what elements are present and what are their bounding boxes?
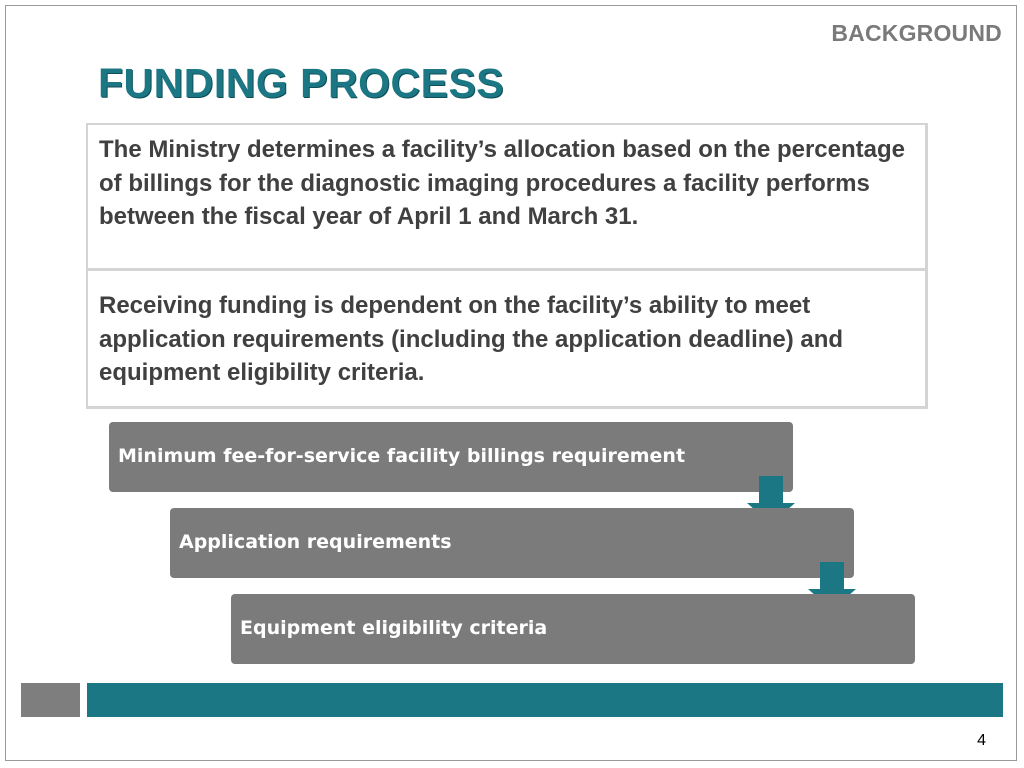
slide-title: FUNDING PROCESS xyxy=(98,60,505,106)
process-step-label: Minimum fee-for-service facility billings requirement xyxy=(118,445,686,467)
text-row-eligibility: Receiving funding is dependent on the facility’s ability to meet application requirements (including the application deadline) and equipment eligibility criteria. xyxy=(99,292,844,386)
process-step-application xyxy=(170,508,854,578)
process-step-label: Equipment eligibility criteria xyxy=(240,617,548,639)
page-number: 4 xyxy=(977,732,986,749)
footer-gray-block xyxy=(21,683,80,717)
text-row-allocation: The Ministry determines a facility’s allocation based on the percentage of billings for the diagnostic imaging procedures a facility performs between the fiscal year of April 1 and March 31. xyxy=(88,125,925,271)
text-table xyxy=(86,123,928,409)
process-step-label: Application requirements xyxy=(179,531,452,553)
section-label: BACKGROUND xyxy=(831,20,1002,46)
footer-teal-bar xyxy=(87,683,1003,717)
process-step-equipment xyxy=(231,594,915,664)
process-step-billings xyxy=(109,422,793,492)
